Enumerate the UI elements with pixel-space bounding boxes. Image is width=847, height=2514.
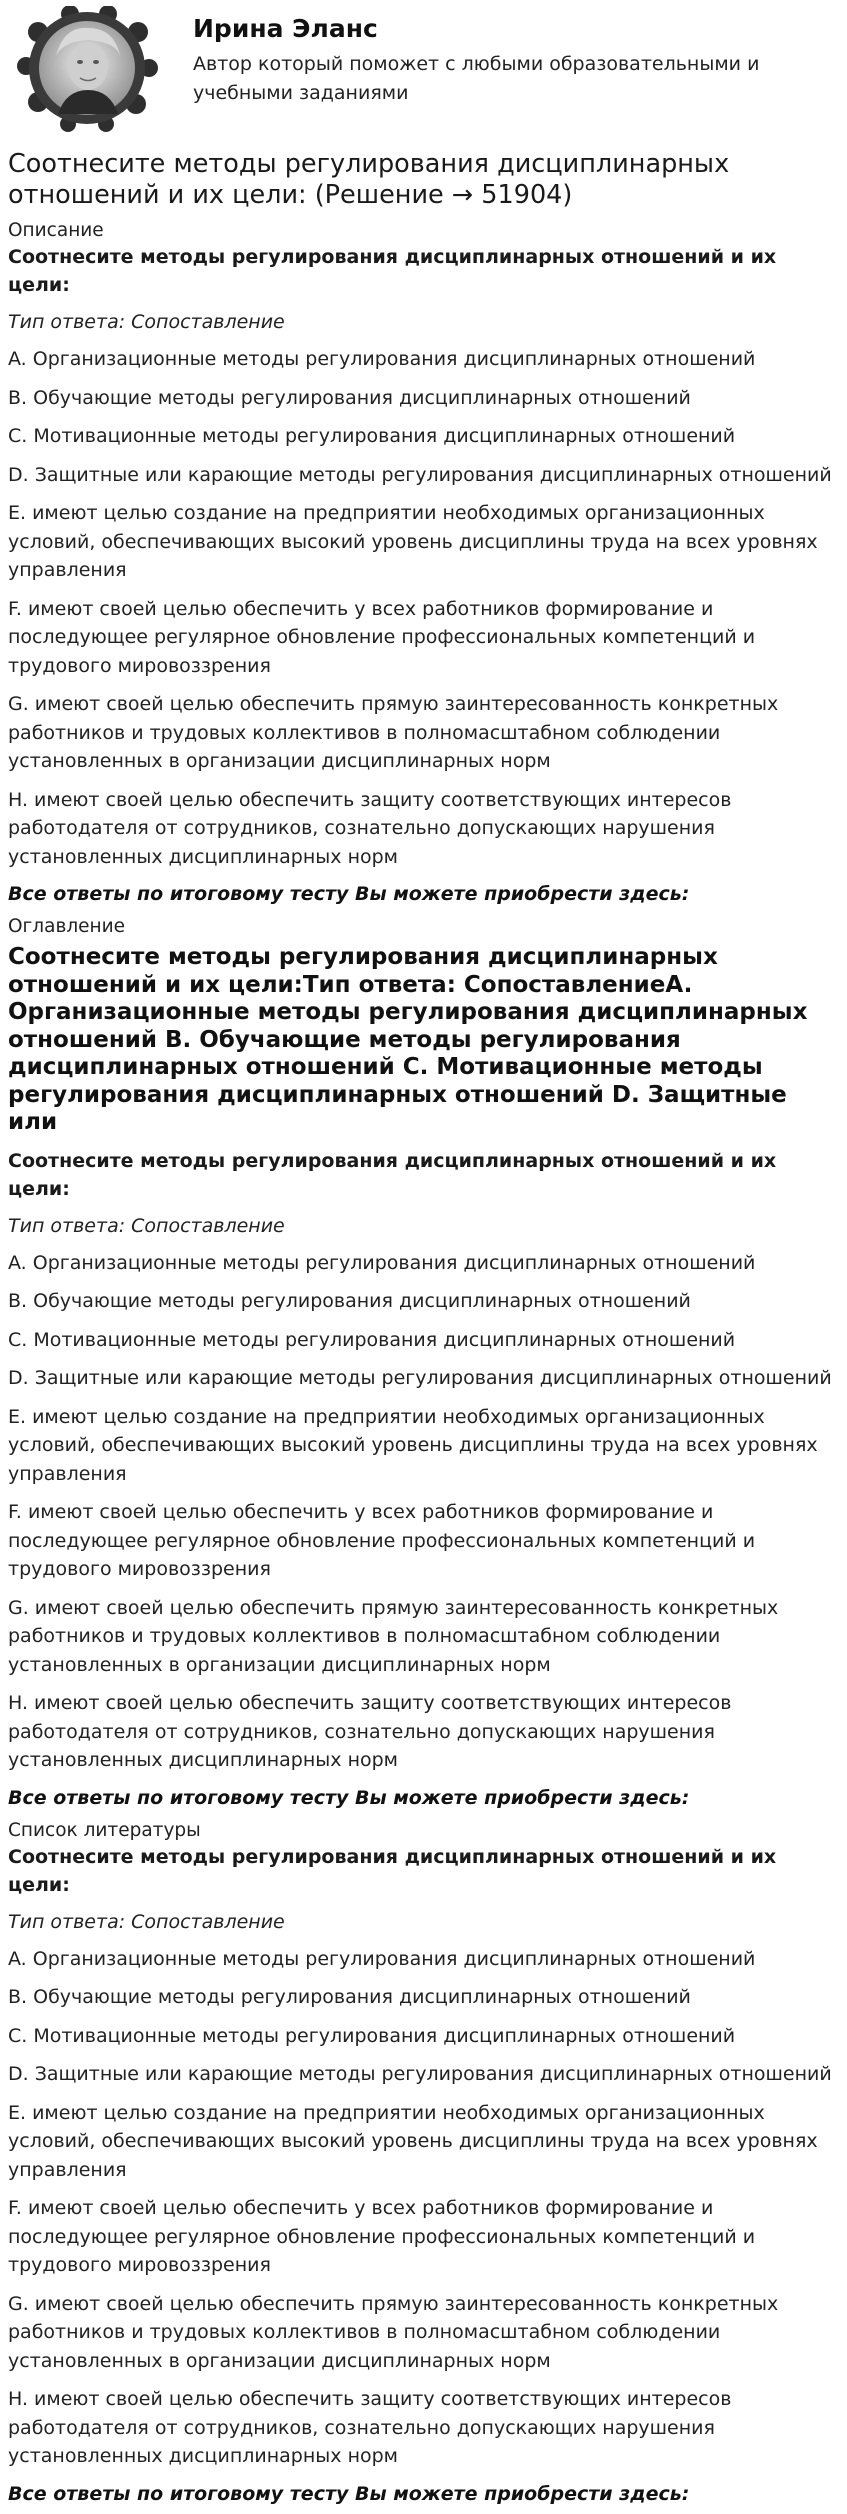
author-description: Автор который поможет с любыми образовательными и учебными заданиями: [193, 53, 760, 104]
option-a: A. Организационные методы регулирования дисциплинарных отношений: [8, 1251, 756, 1274]
option-d: D. Защитные или карающие методы регулирования дисциплинарных отношений: [8, 463, 832, 486]
option-e: E. имеют целью создание на предприятии необходимых организационных условий, обеспечивающих высокий уровень дисциплины труда на всех уровнях управления: [8, 1405, 818, 1485]
option-f: F. имеют своей целью обеспечить у всех работников формирование и последующее регулярное обновление профессиональных компетенций и трудового мировоззрения: [8, 597, 756, 677]
answer-type: Тип ответа: Сопоставление: [8, 1910, 285, 1933]
page-title: Соотнесите методы регулирования дисциплинарных отношений и их цели: (Решение → 51904): [8, 149, 730, 210]
question-title: Соотнесите методы регулирования дисциплинарных отношений и их цели:: [8, 1845, 777, 1896]
description-label: Описание: [8, 220, 104, 241]
option-g: G. имеют своей целью обеспечить прямую заинтересованность конкретных работников и трудовых коллективов в полномасштабном соблюдении установленных в организации дисциплинарных норм: [8, 2292, 779, 2372]
option-a: A. Организационные методы регулирования дисциплинарных отношений: [8, 1947, 756, 1970]
author-name: Ирина Эланс: [193, 14, 378, 43]
question-title: Соотнесите методы регулирования дисциплинарных отношений и их цели:: [8, 246, 777, 296]
option-c: C. Мотивационные методы регулирования дисциплинарных отношений: [8, 425, 736, 447]
buy-answers-text: Все ответы по итоговому тесту Вы можете приобрести здесь:: [8, 2482, 690, 2505]
option-g: G. имеют своей целью обеспечить прямую заинтересованность конкретных работников и трудовых коллективов в полномасштабном соблюдении установленных в организации дисциплинарных норм: [8, 693, 779, 772]
option-f: F. имеют своей целью обеспечить у всех работников формирование и последующее регулярное обновление профессиональных компетенций и трудового мировоззрения: [8, 1501, 756, 1580]
buy-answers-text: Все ответы по итоговому тесту Вы можете приобрести здесь:: [8, 883, 690, 905]
option-d: D. Защитные или карающие методы регулирования дисциплинарных отношений: [8, 1367, 832, 1389]
author-card: [8, 0, 839, 140]
description-section: [8, 219, 839, 907]
references-label: Список литературы: [8, 1819, 201, 1841]
buy-answers-text: Все ответы по итоговому тесту Вы можете приобрести здесь:: [8, 1786, 690, 1809]
answer-type: Тип ответа: Сопоставление: [8, 1214, 285, 1237]
toc-label: Оглавление: [8, 916, 126, 937]
option-c: C. Мотивационные методы регулирования дисциплинарных отношений: [8, 1328, 736, 1351]
option-b: B. Обучающие методы регулирования дисциплинарных отношений: [8, 1986, 691, 2008]
option-e: E. имеют целью создание на предприятии необходимых организационных условий, обеспечивающих высокий уровень дисциплины труда на всех уровнях управления: [8, 502, 818, 581]
option-c: C. Мотивационные методы регулирования дисциплинарных отношений: [8, 2024, 736, 2047]
option-e: E. имеют целью создание на предприятии необходимых организационных условий, обеспечивающих высокий уровень дисциплины труда на всех уровнях управления: [8, 2101, 818, 2181]
answer-type: Тип ответа: Сопоставление: [8, 311, 285, 333]
option-g: G. имеют своей целью обеспечить прямую заинтересованность конкретных работников и трудовых коллективов в полномасштабном соблюдении установленных в организации дисциплинарных норм: [8, 1596, 779, 1676]
toc-heading: Соотнесите методы регулирования дисциплинарных отношений и их цели:Тип ответа: СопоставлениеA. Организационные методы регулирования дисциплинарных отношений B. Обучающие методы регулирования дисциплинарных отношений C. Мотивационные методы регулирования дисциплинарных отношений D. Защитные или: [8, 944, 808, 1135]
option-f: F. имеют своей целью обеспечить у всех работников формирование и последующее регулярное обновление профессиональных компетенций и трудового мировоззрения: [8, 2197, 756, 2276]
option-d: D. Защитные или карающие методы регулирования дисциплинарных отношений: [8, 2063, 832, 2085]
option-a: A. Организационные методы регулирования дисциплинарных отношений: [8, 348, 756, 370]
option-h: H. имеют своей целью обеспечить защиту соответствующих интересов работодателя от сотрудников, сознательно допускающих нарушения установленных дисциплинарных норм: [8, 2388, 732, 2467]
option-h: H. имеют своей целью обеспечить защиту соответствующих интересов работодателя от сотрудников, сознательно допускающих нарушения установленных дисциплинарных норм: [8, 1692, 732, 1771]
option-b: B. Обучающие методы регулирования дисциплинарных отношений: [8, 386, 691, 409]
author-avatar-icon: [16, 6, 158, 132]
references-section: [8, 1819, 839, 2507]
question-title: Соотнесите методы регулирования дисциплинарных отношений и их цели:: [8, 1149, 777, 1200]
option-h: H. имеют своей целью обеспечить защиту соответствующих интересов работодателя от сотрудников, сознательно допускающих нарушения установленных дисциплинарных норм: [8, 788, 732, 868]
toc-section: [8, 915, 839, 1811]
option-b: B. Обучающие методы регулирования дисциплинарных отношений: [8, 1290, 691, 1312]
